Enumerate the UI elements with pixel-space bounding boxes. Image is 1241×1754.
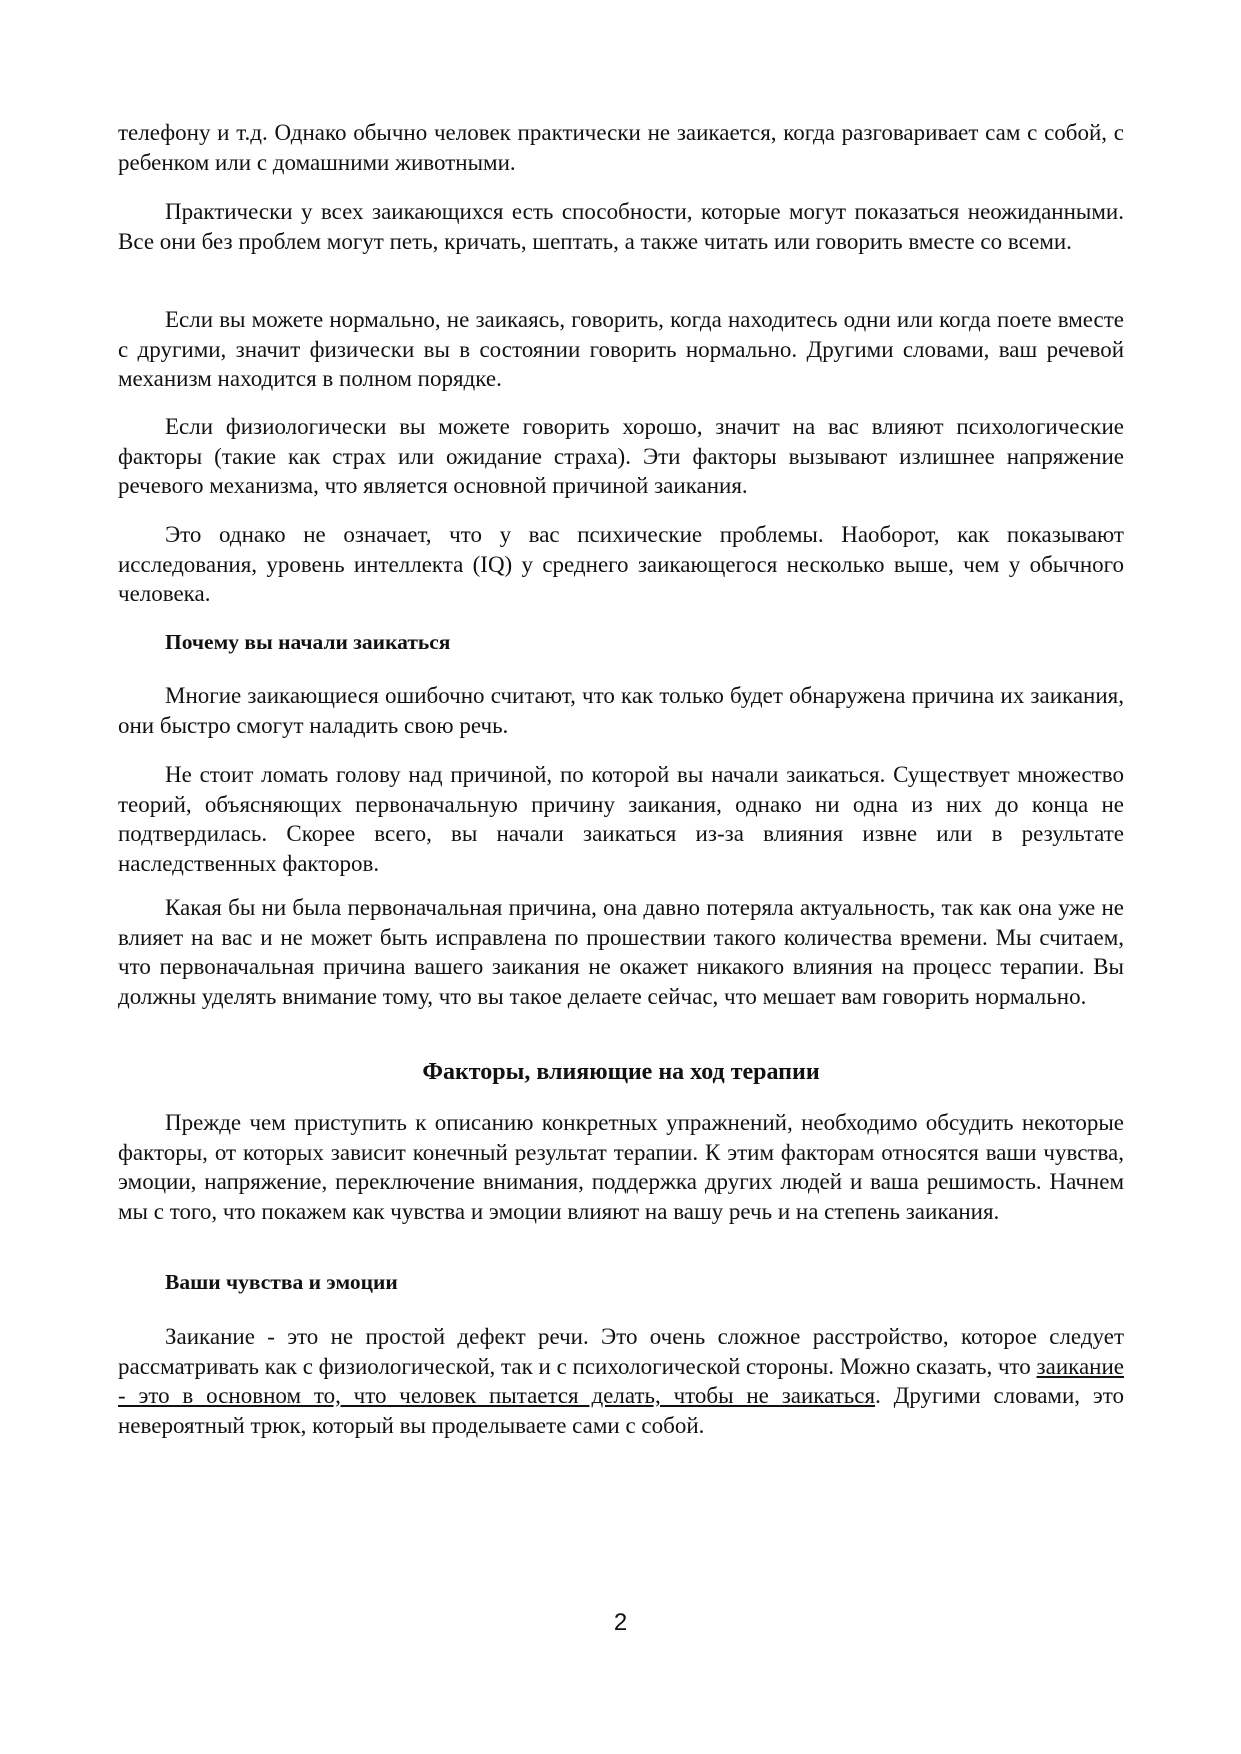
heading-feelings: Ваши чувства и эмоции (165, 1270, 398, 1294)
paragraph-8: Какая бы ни была первоначальная причина, она давно потеряла актуальность, так как она уже не влияет на вас и не может быть исправлена по прошествии такого количества времени. Мы считаем, что первоначальная причина вашего заикания не окажет никакого влияния на процесс терапии. Вы должны уделять внимание тому, что вы такое делаете сейчас, что мешает вам говорить нормально. (118, 895, 1124, 1009)
paragraph-10 (118, 1322, 1124, 1440)
underlined-definition: заикание - это в основном то, что человек пытается делать, чтобы не заикаться (118, 1353, 1125, 1408)
paragraph-10-start: Заикание - это не простой дефект речи. Это очень сложное расстройство, которое следует рассматривать как с физиологической, так и с психологической стороны. Можно сказать, что (118, 1324, 1124, 1379)
paragraph-7: Не стоит ломать голову над причиной, по которой вы начали заикаться. Существует множество теорий, объясняющих первоначальную причину заикания, однако ни одна из них до конца не подтвердилась. Скорее всего, вы начали заикаться из-за влияния извне или в результате наследственных факторов. (118, 762, 1124, 876)
paragraph-5: Это однако не означает, что у вас психические проблемы. Наоборот, как показывают исследования, уровень интеллекта (IQ) у среднего заикающегося несколько выше, чем у обычного человека. (118, 522, 1124, 606)
paragraph-2: Практически у всех заикающихся есть способности, которые могут показаться неожиданными. Все они без проблем могут петь, кричать, шептать, а также читать или говорить вместе со всеми. (118, 199, 1124, 254)
paragraph-6: Многие заикающиеся ошибочно считают, что как только будет обнаружена причина их заикания, они быстро смогут наладить свою речь. (118, 683, 1124, 738)
page-number: 2 (613, 1609, 628, 1636)
paragraph-10-end: . Другими словами, это невероятный трюк, который вы проделываете сами с собой. (118, 1383, 1124, 1438)
paragraph-9: Прежде чем приступить к описанию конкретных упражнений, необходимо обсудить некоторые факторы, от которых зависит конечный результат терапии. К этим факторам относятся ваши чувства, эмоции, напряжение, переключение внимания, поддержка других людей и ваша решимость. Начнем мы с того, что покажем как чувства и эмоции влияют на вашу речь и на степень заикания. (118, 1110, 1124, 1224)
heading-why-started: Почему вы начали заикаться (165, 630, 451, 654)
heading-factors: Факторы, влияющие на ход терапии (422, 1059, 820, 1085)
paragraph-1: телефону и т.д. Однако обычно человек практически не заикается, когда разговаривает сам с собой, с ребенком или с домашними животными. (118, 120, 1124, 175)
paragraph-3: Если вы можете нормально, не заикаясь, говорить, когда находитесь одни или когда поете вместе с другими, значит физически вы в состоянии говорить нормально. Другими словами, ваш речевой механизм находится в полном порядке. (118, 307, 1124, 391)
paragraph-4: Если физиологически вы можете говорить хорошо, значит на вас влияют психологические факторы (такие как страх или ожидание страха). Эти факторы вызывают излишнее напряжение речевого механизма, что является основной причиной заикания. (118, 414, 1124, 498)
